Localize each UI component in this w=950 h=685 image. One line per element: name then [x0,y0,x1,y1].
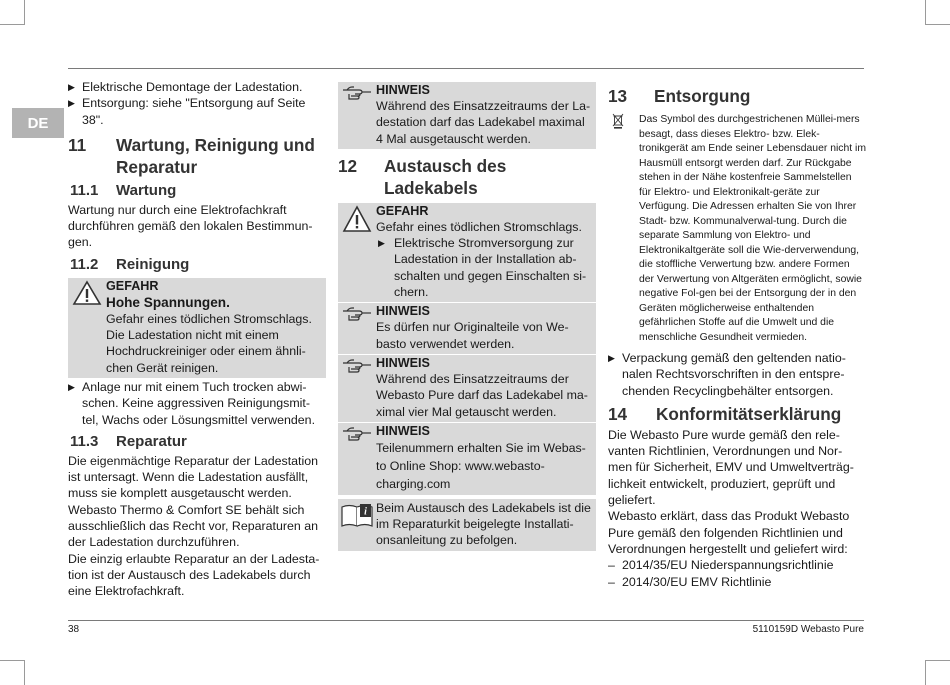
header-rule [68,68,864,69]
footer-rule [68,620,864,621]
weee-text: Das Symbol des durchgestrichenen Müllei-mers besagt, dass dieses Elektro- bzw. Elek-tronikgerät am Ende seiner Lebensdauer nicht im Hausmüll entsorgt werden darf. Zur Rückgabe stehen in der Nähe kostenfreie Sammelstellen für Elektro- und Elektronikalt-geräte zur Verfügung. Die Adressen erhalten Sie von Ihrer Stadt- bzw. Kommunalverwal-tung. Durch die separate Sammlung von Elektro- und Elektronikaltgeräte soll die Wie-derverwendung, die stoffliche Verwertung bzw. andere Formen der Verwertung von Altgeräten ermöglicht, sowie negative Fol-gen bei der Entsorgung der in den Geräten möglicherweise enthaltenden gefährlichen Stoffe auf die Umwelt und die menschliche Gesundheit vermieden. [639,114,866,343]
danger-text: Gefahr eines tödlichen Stromschlags. Die Ladestation nicht mit einem Hochdruckreiniger oder einem ähnli-chen Gerät reinigen. [106,311,312,375]
page-number: 38 [68,624,80,635]
danger-label: GEFAHR [106,278,159,293]
bullet-triangle-icon: ▶ [68,82,75,92]
paragraph: Webasto erklärt, dass das Produkt Webasto Pure gemäß den folgenden Richtlinien und Verordnungen hergestellt und geliefert wird: [608,509,850,556]
notice-box [338,355,596,422]
dash-bullet: – [608,558,615,573]
info-text: Beim Austausch des Ladekabels ist die im Reparaturkit beigelegte Installati-onsanleitung zu befolgen. [376,500,591,548]
danger-box [68,278,326,378]
section-heading-13: 13 Entsorgung [608,86,751,106]
section-heading-11-2: 11.2 Reinigung [70,255,190,273]
weee-notice [608,113,866,345]
list-item: ▶ Verpackung gemäß den geltenden natio-nalen Rechtsvorschriften in den entspre-chenden Recyclingbehälter entsorgen. [608,351,846,398]
crop-mark-top-right [925,0,950,25]
section-heading-12: 12 Austausch des Ladekabels [338,155,507,198]
info-box [338,499,596,551]
bullet-triangle-icon: ▶ [608,353,615,363]
list-item: – 2014/35/EU Niederspannungsrichtlinie [608,558,834,573]
danger-label: GEFAHR [376,203,429,218]
crop-mark-bottom-left [0,660,25,685]
section-heading-11: 11 Wartung, Reinigung und Reparatur [68,134,315,177]
danger-subtitle: Hohe Spannungen. [106,294,230,310]
section-heading-11-1: 11.1 Wartung [70,181,177,199]
notice-label: HINWEIS [376,355,430,370]
document-id: 5110159D Webasto Pure [752,624,864,635]
pointing-hand-icon [341,425,373,443]
paragraph: Die Webasto Pure wurde gemäß den rele-vanten Richtlinien, Verordnungen und Nor-men für Sicherheit, EMV und Umweltverträg-lichkeit entwickelt, produziert, geprüft und geliefert. [608,427,854,508]
bullet-triangle-icon: ▶ [68,381,75,392]
list-item [68,95,326,128]
svg-text:i: i [364,506,367,518]
crop-mark-top-left [0,0,25,25]
bullet-triangle-icon: ▶ [68,98,75,109]
warning-triangle-icon [72,280,102,306]
notice-box [338,82,596,149]
list-item: ▶ Elektrische Demontage der Ladestation. [68,80,303,94]
notice-label: HINWEIS [376,423,430,438]
paragraph: Die eigenmächtige Reparatur der Ladestation ist untersagt. Wenn die Ladestation ausfällt, muss sie komplett ausgetauscht werden. Webasto Thermo & Comfort SE behält sich ausschließlich das Recht vor, Reparaturen an der Ladestation durchzuführen. [68,453,319,550]
list-item: ▶ Elektrische Stromversorgung zur Ladestation in der Installation ab-schalten und gegen Einschalten si-chern. [378,236,587,300]
notice-text: Während des Einsatzzeitraums der Webasto Pure darf das Ladekabel ma-ximal vier Mal getauscht werden. [376,371,588,419]
notice-text: Es dürfen nur Originalteile von We-basto verwendet werden. [376,320,569,351]
crossed-out-bin-icon [612,113,624,129]
paragraph: Wartung nur durch eine Elektrofachkraft durchführen gemäß den lokalen Bestimmun-gen. [68,202,313,250]
paragraph: Die einzig erlaubte Reparatur an der Ladesta-tion ist der Austausch des Ladekabels durch eine Elektrofachkraft. [68,551,320,599]
pointing-hand-icon [341,84,373,102]
cross-reference-link[interactable]: Entsorgung: siehe "Entsorgung auf Seite 38". [82,96,306,127]
language-tab: DE [12,108,64,138]
dash-bullet: – [608,574,615,589]
notice-text: Während des Einsatzzeitraums der La-destation darf das Ladekabel maximal 4 Mal ausgetauscht werden. [376,99,591,146]
danger-box [338,203,596,302]
pointing-hand-icon [341,357,373,375]
notice-label: HINWEIS [376,304,430,319]
notice-text: Teilenummern erhalten Sie im Webas-to Online Shop: www.webasto-charging.com [376,440,586,491]
notice-box [338,423,596,495]
danger-text: Gefahr eines tödlichen Stromschlags. [376,219,582,234]
bullet-triangle-icon: ▶ [378,238,385,249]
list-item: ▶ Anlage nur mit einem Tuch trocken abwi-schen. Keine aggressiven Reinigungsmit-tel, Wachs oder Lösungsmittel verwenden. [68,379,316,427]
info-book-icon [340,502,374,528]
notice-box [338,303,596,354]
crop-mark-bottom-right [925,660,950,685]
notice-label: HINWEIS [376,83,430,97]
warning-triangle-icon [342,205,372,233]
section-heading-14: 14 Konformitätserklärung [608,403,842,424]
column-1 [68,79,326,600]
section-heading-11-3: 11.3 Reparatur [70,432,187,450]
list-item: – 2014/30/EU EMV Richtlinie [608,574,772,589]
column-3 [608,83,866,590]
pointing-hand-icon [341,305,373,323]
column-2 [338,81,596,552]
